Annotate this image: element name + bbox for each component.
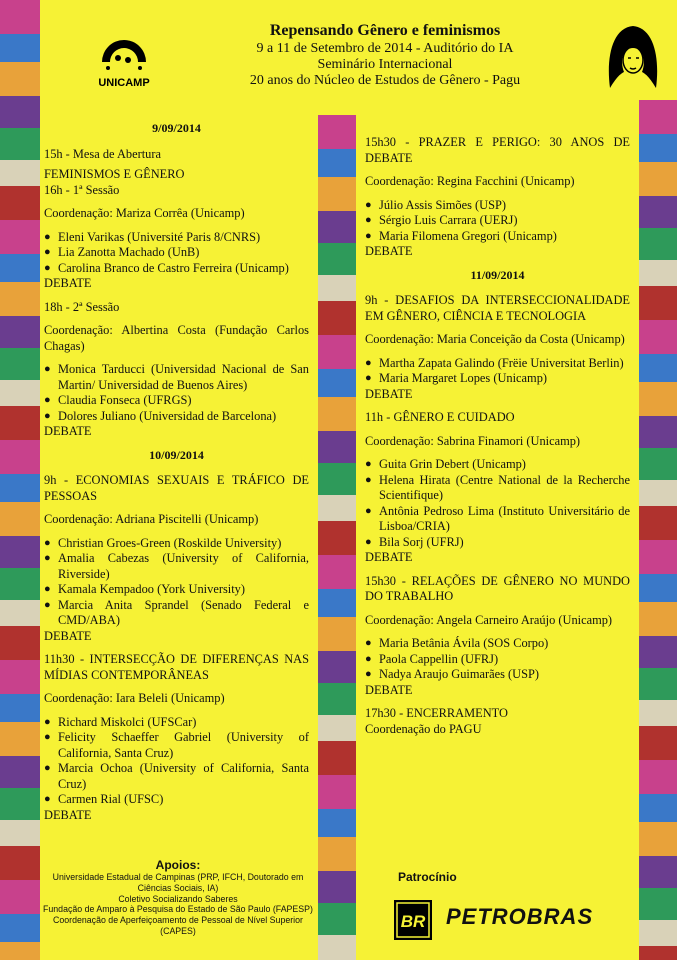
speaker-item: ● Dolores Juliano (Universidad de Barcelona) (44, 409, 309, 425)
session-coordinator: Coordenação do PAGU (365, 721, 482, 736)
speaker-item: ● Maria Filomena Gregori (Unicamp) (365, 229, 630, 245)
supporters-heading: Apoios: (155, 858, 201, 872)
decorative-art-strip-middle (318, 115, 356, 960)
speaker-item: ● Bila Sorj (UFRJ) (365, 535, 630, 551)
session-title: 11h - GÊNERO E CUIDADO (365, 410, 515, 424)
debate-label: DEBATE (44, 628, 92, 643)
session-coordinator: Coordenação: Maria Conceição da Costa (Unicamp) (365, 332, 625, 346)
event-subtitle: 20 anos do Núcleo de Estudos de Gênero - Pagu (249, 73, 521, 88)
supporter-item: Coordenação de Aperfeiçoamento de Pessoal de Nível Superior (CAPES) (53, 915, 303, 936)
sponsor-heading: Patrocínio (398, 870, 457, 884)
session-coordinator: Coordenação: Adriana Piscitelli (Unicamp) (44, 512, 259, 526)
event-dates: 9 a 11 de Setembro de 2014 - Auditório do IA (256, 41, 514, 56)
speaker-item: ● Maria Margaret Lopes (Unicamp) (365, 371, 630, 387)
debate-label: DEBATE (44, 807, 92, 822)
day-heading: 10/09/2014 (149, 447, 204, 462)
debate-label: DEBATE (44, 424, 92, 438)
poster-title: Repensando Gênero e feminismos (269, 22, 501, 39)
session-title: 9h - DESAFIOS DA INTERSECCIONALIDADE EM GÊNERO, CIÊNCIA E TECNOLOGIA (365, 293, 630, 323)
pagu-portrait-icon (602, 18, 664, 92)
session-title: 15h30 - RELAÇÕES DE GÊNERO NO MUNDO DO TRABALHO (365, 573, 630, 603)
speaker-item: ● Carmen Rial (UFSC) (44, 792, 309, 808)
supporters-block (40, 858, 316, 937)
sponsor-logo-text: BR (400, 912, 426, 931)
unicamp-logo-text: UNICAMP (98, 77, 150, 89)
session-coordinator: Coordenação: Angela Carneiro Araújo (Unicamp) (365, 612, 613, 627)
unicamp-logo-icon (88, 22, 160, 92)
speaker-item: ● Christian Groes-Green (Roskilde University) (44, 536, 309, 552)
debate-label: DEBATE (365, 386, 413, 401)
session-time: 16h - 1ª Sessão (44, 182, 120, 197)
session-time: 18h - 2ª Sessão (44, 299, 120, 314)
speaker-item: ● Nadya Araujo Guimarães (USP) (365, 667, 630, 683)
supporter-item: Coletivo Socializando Saberes (118, 893, 238, 904)
speaker-item: ● Martha Zapata Galindo (Frëie Universitat Berlin) (365, 356, 630, 372)
speaker-item: ● Marcia Anita Sprandel (Senado Federal e CMD/ABA) (44, 598, 309, 629)
speaker-item: ● Carolina Branco de Castro Ferreira (Unicamp) (44, 261, 309, 277)
speaker-list (44, 715, 309, 808)
sponsor-name: PETROBRAS (446, 904, 594, 929)
day-heading: 11/09/2014 (470, 267, 525, 282)
session-title: 15h30 - PRAZER E PERIGO: 30 ANOS DE DEBATE (365, 135, 630, 165)
event-type: Seminário Internacional (317, 57, 453, 72)
speaker-list (44, 536, 309, 629)
program-right-column (365, 135, 630, 737)
session-title: 11h30 - INTERSECÇÃO DE DIFERENÇAS NAS MÍDIAS CONTEMPORÂNEAS (44, 652, 309, 682)
speaker-item: ● Amalia Cabezas (University of California, Riverside) (44, 551, 309, 582)
session-title: FEMINISMOS E GÊNERO (44, 167, 185, 181)
speaker-item: ● Guita Grin Debert (Unicamp) (365, 457, 630, 473)
supporter-item: Fundação de Amparo à Pesquisa do Estado de São Paulo (FAPESP) (43, 904, 313, 915)
speaker-item: ● Maria Betânia Ávila (SOS Corpo) (365, 636, 630, 652)
debate-label: DEBATE (365, 244, 413, 258)
speaker-item: ● Claudia Fonseca (UFRGS) (44, 393, 309, 409)
session-coordinator: Coordenação: Mariza Corrêa (Unicamp) (44, 206, 245, 220)
speaker-item: ● Richard Miskolci (UFSCar) (44, 715, 309, 731)
speaker-item: ● Eleni Varikas (Université Paris 8/CNRS) (44, 230, 309, 246)
speaker-item: ● Monica Tarducci (Universidad Nacional de San Martin/ Universidad de Buenos Aires) (44, 362, 309, 393)
debate-label: DEBATE (44, 276, 92, 290)
sponsor-logo (394, 900, 614, 942)
speaker-list (365, 636, 630, 683)
session-coordinator: Coordenação: Sabrina Finamori (Unicamp) (365, 433, 581, 448)
speaker-list (365, 457, 630, 550)
speaker-list (365, 198, 630, 245)
decorative-art-strip-right (639, 100, 677, 960)
session-coordinator: Coordenação: Iara Beleli (Unicamp) (44, 691, 225, 705)
speaker-list (44, 230, 309, 277)
session-coordinator: Coordenação: Regina Facchini (Unicamp) (365, 174, 575, 188)
speaker-item: ● Helena Hirata (Centre National de la Recherche Scientifique) (365, 473, 630, 504)
debate-label: DEBATE (365, 550, 413, 564)
debate-label: DEBATE (365, 682, 413, 697)
program-left-column (44, 121, 309, 823)
petrobras-br-icon (394, 900, 432, 940)
supporter-item: Universidade Estadual de Campinas (PRP, IFCH, Doutorado em Ciências Sociais, IA) (52, 872, 304, 893)
speaker-item: ● Kamala Kempadoo (York University) (44, 582, 309, 598)
speaker-list (44, 362, 309, 424)
session-title: 9h - ECONOMIAS SEXUAIS E TRÁFICO DE PESSOAS (44, 473, 309, 503)
decorative-art-strip-left (0, 0, 40, 960)
speaker-item: ● Lia Zanotta Machado (UnB) (44, 245, 309, 261)
session-title: 15h - Mesa de Abertura (44, 146, 161, 161)
speaker-item: ● Felicity Schaeffer Gabriel (University of California, Santa Cruz) (44, 730, 309, 761)
speaker-list (365, 356, 630, 387)
speaker-item: ● Antônia Pedroso Lima (Instituto Universitário de Lisboa/CRIA) (365, 504, 630, 535)
speaker-item: ● Sérgio Luis Carrara (UERJ) (365, 213, 630, 229)
session-title: 17h30 - ENCERRAMENTO (365, 706, 508, 720)
speaker-item: ● Júlio Assis Simões (USP) (365, 198, 630, 214)
speaker-item: ● Paola Cappellin (UFRJ) (365, 652, 630, 668)
speaker-item: ● Marcia Ochoa (University of California, Santa Cruz) (44, 761, 309, 792)
poster-header (40, 0, 639, 112)
session-coordinator: Coordenação: Albertina Costa (Fundação Carlos Chagas) (44, 323, 309, 353)
day-heading: 9/09/2014 (152, 121, 201, 135)
